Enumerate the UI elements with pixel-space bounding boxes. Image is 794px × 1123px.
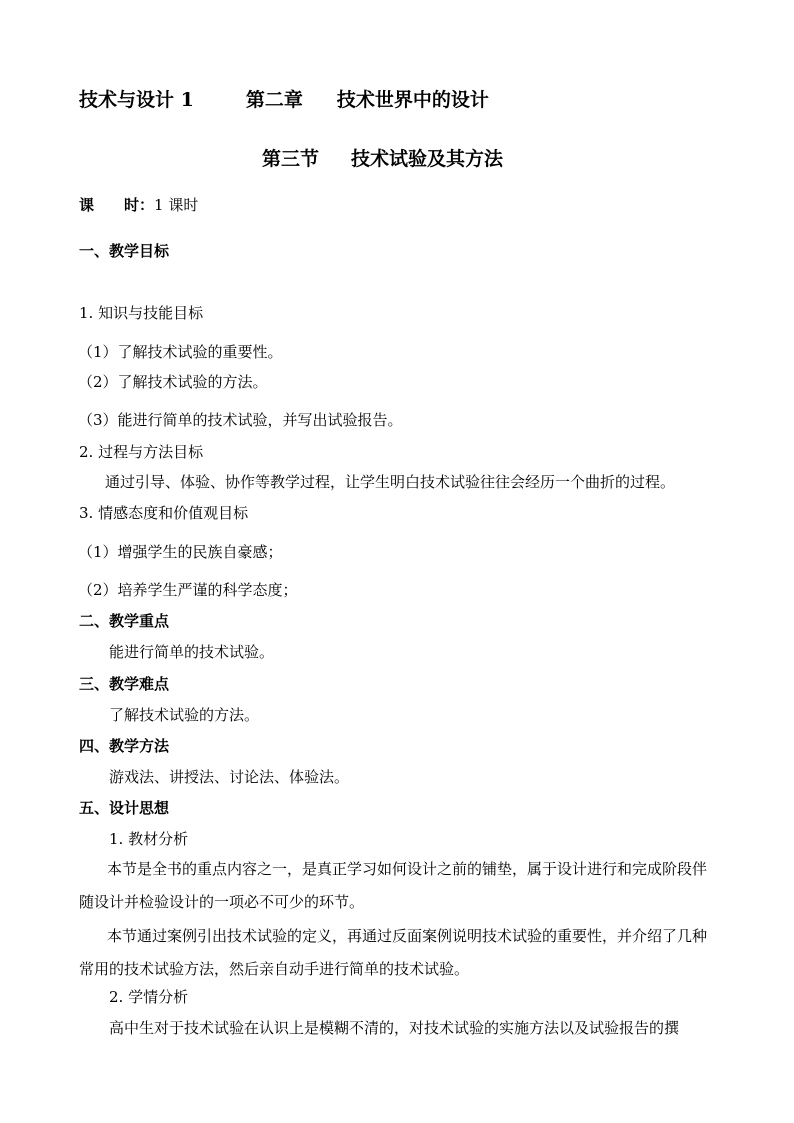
subheading-knowledge: 1. 知识与技能目标 [79,304,204,322]
heading-design: 五、设计思想 [79,799,170,817]
class-hours-value: 1 课时 [154,196,199,214]
heading-methods: 四、教学方法 [79,737,170,755]
class-hours-label: 课 时： [79,196,155,214]
heading-difficulties: 三、教学难点 [79,675,170,693]
list-item: （1）了解技术试验的重要性。 [78,343,283,361]
course-title: 技术与设计 1 [79,89,194,111]
list-item: （1）增强学生的民族自豪感； [78,543,283,561]
heading-key-points: 二、教学重点 [79,612,170,630]
section-number: 第三节 [262,148,320,170]
class-hours [79,195,198,215]
methods-text: 游戏法、讲授法、讨论法、体验法。 [109,768,350,786]
subheading-material: 1. 教材分析 [109,830,189,848]
chapter-title: 技术世界中的设计 [336,89,489,111]
process-text: 通过引导、体验、协作等教学过程，让学生明白技术试验往往会经历一个曲折的过程。 [105,473,676,491]
section-name: 技术试验及其方法 [351,148,504,170]
list-item: （2）了解技术试验的方法。 [78,373,268,391]
subheading-process: 2. 过程与方法目标 [79,443,204,461]
subheading-emotion: 3. 情感态度和价值观目标 [79,504,249,522]
subheading-students: 2. 学情分析 [109,988,189,1006]
material-paragraph: 本节通过案例引出技术试验的定义，再通过反面案例说明技术试验的重要性，并介绍了几种常用的技术试验方法，然后亲自动手进行简单的技术试验。 [79,927,708,978]
section-title [262,147,503,171]
list-item: （3）能进行简单的技术试验，并写出试验报告。 [78,411,403,429]
key-points-text: 能进行简单的技术试验。 [109,643,275,661]
chapter-number: 第二章 [245,89,303,111]
material-paragraph: 本节是全书的重点内容之一，是真正学习如何设计之前的铺垫，属于设计进行和完成阶段伴随设计并检验设计的一项必不可少的环节。 [79,860,708,911]
difficulties-text: 了解技术试验的方法。 [109,706,260,724]
heading-objectives: 一、教学目标 [79,242,170,260]
students-text: 高中生对于技术试验在认识上是模糊不清的，对技术试验的实施方法以及试验报告的撰 [109,1019,680,1037]
document-header [79,88,489,112]
list-item: （2）培养学生严谨的科学态度； [78,581,298,599]
